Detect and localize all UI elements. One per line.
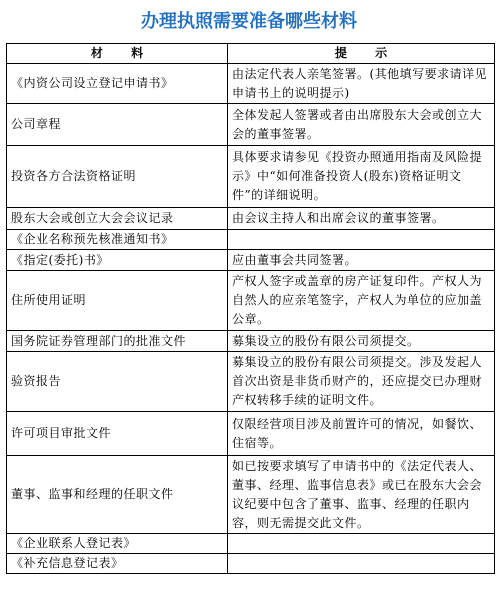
- material-cell: 董事、监事和经理的任职文件: [7, 456, 228, 534]
- material-cell: 公司章程: [7, 104, 228, 146]
- note-cell: 由会议主持人和出席会议的董事签署。: [228, 208, 495, 230]
- table-row: [7, 352, 495, 412]
- note-cell: 应由董事会共同签署。: [228, 250, 495, 271]
- note-cell: 募集设立的股份有限公司须提交。: [228, 331, 495, 352]
- column-header-note: 提 示: [228, 44, 495, 64]
- material-cell: 投资各方合法资格证明: [7, 146, 228, 208]
- note-cell: 由法定代表人亲笔签署。(其他填写要求请详见申请书上的说明提示): [228, 64, 495, 104]
- material-cell: 股东大会或创立大会会议记录: [7, 208, 228, 230]
- material-cell: 《指定(委托)书》: [7, 250, 228, 271]
- table-row: [7, 456, 495, 534]
- note-cell: 仅限经营项目涉及前置许可的情况，如餐饮、住宿等。: [228, 412, 495, 456]
- page-title: 办理执照需要准备哪些材料: [141, 11, 357, 32]
- table-row: [7, 534, 495, 554]
- table-row: [7, 554, 495, 574]
- table-header-row: [7, 44, 495, 64]
- table-row: [7, 230, 495, 250]
- material-cell: 国务院证券管理部门的批准文件: [7, 331, 228, 352]
- material-cell: 《补充信息登记表》: [7, 554, 228, 574]
- table-row: [7, 104, 495, 146]
- note-cell: 全体发起人签署或者由出席股东大会或创立大会的董事签署。: [228, 104, 495, 146]
- material-cell: 许可项目审批文件: [7, 412, 228, 456]
- material-cell: 验资报告: [7, 352, 228, 412]
- material-cell: 《企业联系人登记表》: [7, 534, 228, 554]
- note-cell: 如已按要求填写了申请书中的《法定代表人、董事、经理、监事信息表》或已在股东大会会议纪要中包含了董事、监事、经理的任职内容，则无需提交此文件。: [228, 456, 495, 534]
- note-cell: [228, 230, 495, 250]
- material-cell: 《企业名称预先核准通知书》: [7, 230, 228, 250]
- note-cell: 产权人签字或盖章的房产证复印件。产权人为自然人的应亲笔签字，产权人为单位的应加盖公章。: [228, 271, 495, 331]
- note-cell: [228, 534, 495, 554]
- table-row: [7, 250, 495, 271]
- material-cell: 《内资公司设立登记申请书》: [7, 64, 228, 104]
- note-cell: 募集设立的股份有限公司须提交。涉及发起人首次出资是非货币财产的，还应提交已办理财产权转移手续的证明文件。: [228, 352, 495, 412]
- material-cell: 住所使用证明: [7, 271, 228, 331]
- note-cell: [228, 554, 495, 574]
- table-row: [7, 146, 495, 208]
- table-row: [7, 271, 495, 331]
- note-cell: 具体要求请参见《投资办照通用指南及风险提示》中“如何准备投资人(股东)资格证明文件”的详细说明。: [228, 146, 495, 208]
- table-row: [7, 208, 495, 230]
- table-row: [7, 331, 495, 352]
- column-header-material: 材 料: [7, 44, 228, 64]
- materials-table: [6, 43, 495, 574]
- table-row: [7, 412, 495, 456]
- table-row: [7, 64, 495, 104]
